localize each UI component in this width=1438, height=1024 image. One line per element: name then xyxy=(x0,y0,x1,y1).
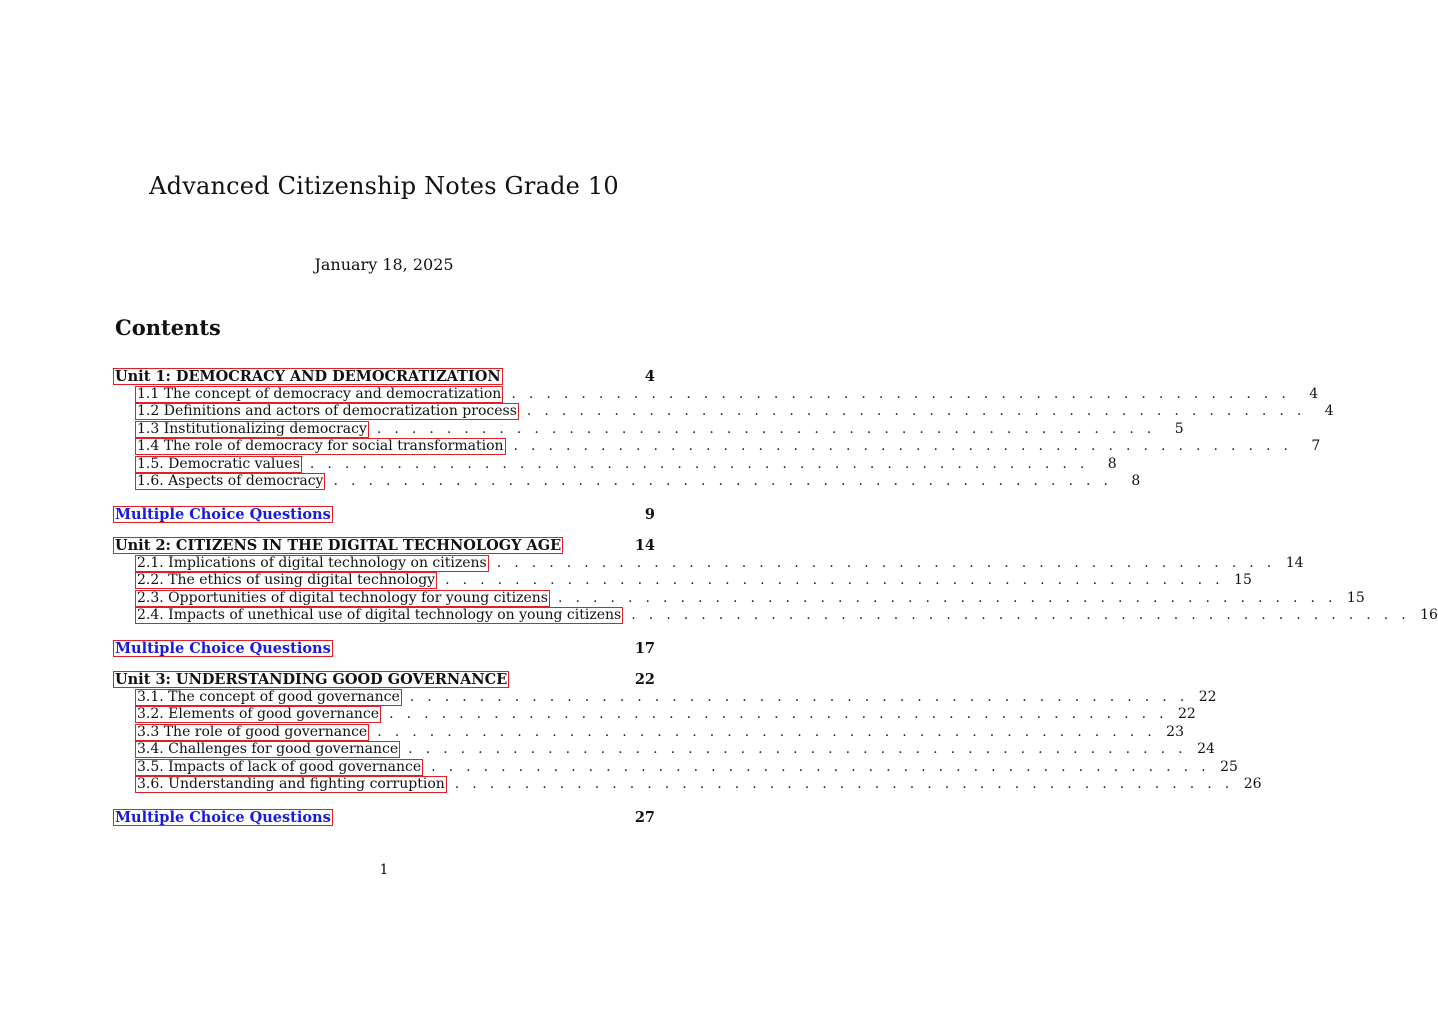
toc-item xyxy=(113,706,1196,724)
toc-page-number: 5 xyxy=(1174,420,1184,437)
toc-page-number: 4 xyxy=(1324,403,1334,419)
toc-item xyxy=(113,723,1184,742)
toc-item xyxy=(113,455,1117,474)
toc-page-number: 23 xyxy=(1166,723,1184,740)
toc-link-3-1[interactable]: 3.1. The concept of good governance xyxy=(137,688,400,705)
toc-item xyxy=(113,554,1304,573)
toc-page-number: 4 xyxy=(644,368,655,385)
toc-link-mcq-3[interactable]: Multiple Choice Questions xyxy=(115,808,331,826)
toc-item xyxy=(113,420,1184,439)
toc-item xyxy=(113,741,1215,759)
toc-page-number: 8 xyxy=(1131,473,1141,489)
toc-link-3-2[interactable]: 3.2. Elements of good governance xyxy=(137,706,380,722)
toc-item xyxy=(113,758,1238,777)
dot-leader: . . . . . . . . . . . . . . . . . . . . . . . . . . . . . . . . . . . . . . . . . . . . . xyxy=(389,706,1168,722)
toc-link-unit-2[interactable]: Unit 2: CITIZENS IN THE DIGITAL TECHNOLOGY AGE xyxy=(115,537,562,554)
toc-unit-1 xyxy=(113,368,655,386)
toc-page-number: 15 xyxy=(1346,589,1365,606)
toc-mcq-3 xyxy=(113,809,655,827)
toc-page-number: 8 xyxy=(1107,455,1117,472)
dot-leader: . . . . . . . . . . . . . . . . . . . . . . . . . . . . . . . . . . . . . . . . . . . . . xyxy=(431,758,1210,775)
toc-item xyxy=(113,572,1252,590)
toc-page-number: 7 xyxy=(1311,438,1321,454)
dot-leader: . . . . . . . . . . . . . . . . . . . . . . . . . . . . . . . . . . . . . . . . . . . . . xyxy=(513,438,1293,454)
contents-heading: Contents xyxy=(115,315,221,340)
toc-link-1-5[interactable]: 1.5. Democratic values xyxy=(137,455,300,472)
dot-leader: . . . . . . . . . . . . . . . . . . . . . . . . . . . . . . . . . . . . . . . . . . . . . xyxy=(496,554,1276,571)
dot-leader: . . . . . . . . . . . . . . . . . . . . . . . . . . . . . . . . . . . . . . . . . . . . . xyxy=(454,776,1234,792)
document-title: Advanced Citizenship Notes Grade 10 xyxy=(149,172,619,200)
toc-item xyxy=(113,385,1319,404)
toc-page-number: 14 xyxy=(1285,554,1304,571)
toc-item xyxy=(113,438,1321,456)
toc-page-number: 16 xyxy=(1420,607,1438,623)
toc-page-number: 22 xyxy=(1198,688,1217,705)
toc-link-2-2[interactable]: 2.2. The ethics of using digital technology xyxy=(137,572,436,588)
toc-mcq-1 xyxy=(113,506,655,524)
toc-link-3-5[interactable]: 3.5. Impacts of lack of good governance xyxy=(137,758,422,775)
toc-link-1-3[interactable]: 1.3 Institutionalizing democracy xyxy=(137,420,367,437)
toc-page-number: 26 xyxy=(1243,776,1262,792)
dot-leader: . . . . . . . . . . . . . . . . . . . . . . . . . . . . . . . . . . . . . . . . . . . . . xyxy=(409,688,1189,705)
toc-link-unit-3[interactable]: Unit 3: UNDERSTANDING GOOD GOVERNANCE xyxy=(115,671,508,688)
toc-page-number: 22 xyxy=(1178,706,1196,722)
dot-leader: . . . . . . . . . . . . . . . . . . . . . . . . . . . . . . . . . . . . . . . . . . . . . xyxy=(408,741,1187,757)
toc-link-1-6[interactable]: 1.6. Aspects of democracy xyxy=(137,473,324,489)
toc-mcq-2 xyxy=(113,640,655,658)
dot-leader: . . . . . . . . . . . . . . . . . . . . . . . . . . . . . . . . . . . . . . . . . . . . . xyxy=(526,403,1306,419)
dot-leader: . . . . . . . . . . . . . . . . . . . . . . . . . . . . . . . . . . . . . . . . . . . . . xyxy=(377,723,1156,740)
toc-unit-3 xyxy=(113,671,655,689)
toc-link-3-3[interactable]: 3.3 The role of good governance xyxy=(137,723,368,740)
dot-leader: . . . . . . . . . . . . . . . . . . . . . . . . . . . . . . . . . . . . . . . . . . . . . xyxy=(333,473,1113,489)
toc-page-number: 27 xyxy=(634,808,655,826)
toc-link-2-4[interactable]: 2.4. Impacts of unethical use of digital technology on young citizens xyxy=(137,607,622,623)
dot-leader: . . . . . . . . . . . . . . . . . . . . . . . . . . . . . . . . . . . . . . . . . . . . . xyxy=(631,607,1410,623)
toc-item xyxy=(113,473,1141,491)
toc-link-2-1[interactable]: 2.1. Implications of digital technology on citizens xyxy=(137,554,487,571)
toc-page-number: 15 xyxy=(1234,572,1252,588)
dot-leader: . . . . . . . . . . . . . . . . . . . . . . . . . . . . . . . . . . . . . . . . . . . . . xyxy=(445,572,1224,588)
page-number: 1 xyxy=(379,862,389,878)
toc-page-number: 22 xyxy=(634,671,655,688)
toc-page-number: 9 xyxy=(644,505,655,523)
toc-link-mcq-2[interactable]: Multiple Choice Questions xyxy=(115,639,331,657)
toc-page-number: 24 xyxy=(1197,741,1215,757)
document-date: January 18, 2025 xyxy=(314,255,454,274)
dot-leader: . . . . . . . . . . . . . . . . . . . . . . . . . . . . . . . . . . . . . . . . . . . . . xyxy=(309,455,1089,472)
toc-page-number: 17 xyxy=(634,639,655,657)
toc-unit-2 xyxy=(113,537,655,555)
toc-item xyxy=(113,589,1365,608)
toc-link-mcq-1[interactable]: Multiple Choice Questions xyxy=(115,505,331,523)
toc-link-2-3[interactable]: 2.3. Opportunities of digital technology for young citizens xyxy=(137,589,548,606)
toc-link-1-2[interactable]: 1.2 Definitions and actors of democratization process xyxy=(137,403,517,419)
toc-page-number: 14 xyxy=(634,537,655,554)
dot-leader: . . . . . . . . . . . . . . . . . . . . . . . . . . . . . . . . . . . . . . . . . . . . . xyxy=(511,385,1291,402)
toc-item xyxy=(113,688,1217,707)
toc-item xyxy=(113,607,1438,625)
toc-link-3-4[interactable]: 3.4. Challenges for good governance xyxy=(137,741,399,757)
table-of-contents xyxy=(113,368,1438,826)
toc-page-number: 25 xyxy=(1220,758,1238,775)
toc-link-1-1[interactable]: 1.1 The concept of democracy and democratization xyxy=(137,385,502,402)
toc-link-3-6[interactable]: 3.6. Understanding and fighting corruption xyxy=(137,776,445,792)
toc-link-1-4[interactable]: 1.4 The role of democracy for social transformation xyxy=(137,438,504,454)
toc-item xyxy=(113,403,1334,421)
toc-item xyxy=(113,776,1262,794)
dot-leader: . . . . . . . . . . . . . . . . . . . . . . . . . . . . . . . . . . . . . . . . . . . . . xyxy=(557,589,1337,606)
toc-link-unit-1[interactable]: Unit 1: DEMOCRACY AND DEMOCRATIZATION xyxy=(115,368,501,385)
dot-leader: . . . . . . . . . . . . . . . . . . . . . . . . . . . . . . . . . . . . . . . . . . . . . xyxy=(376,420,1156,437)
toc-page-number: 4 xyxy=(1309,385,1319,402)
